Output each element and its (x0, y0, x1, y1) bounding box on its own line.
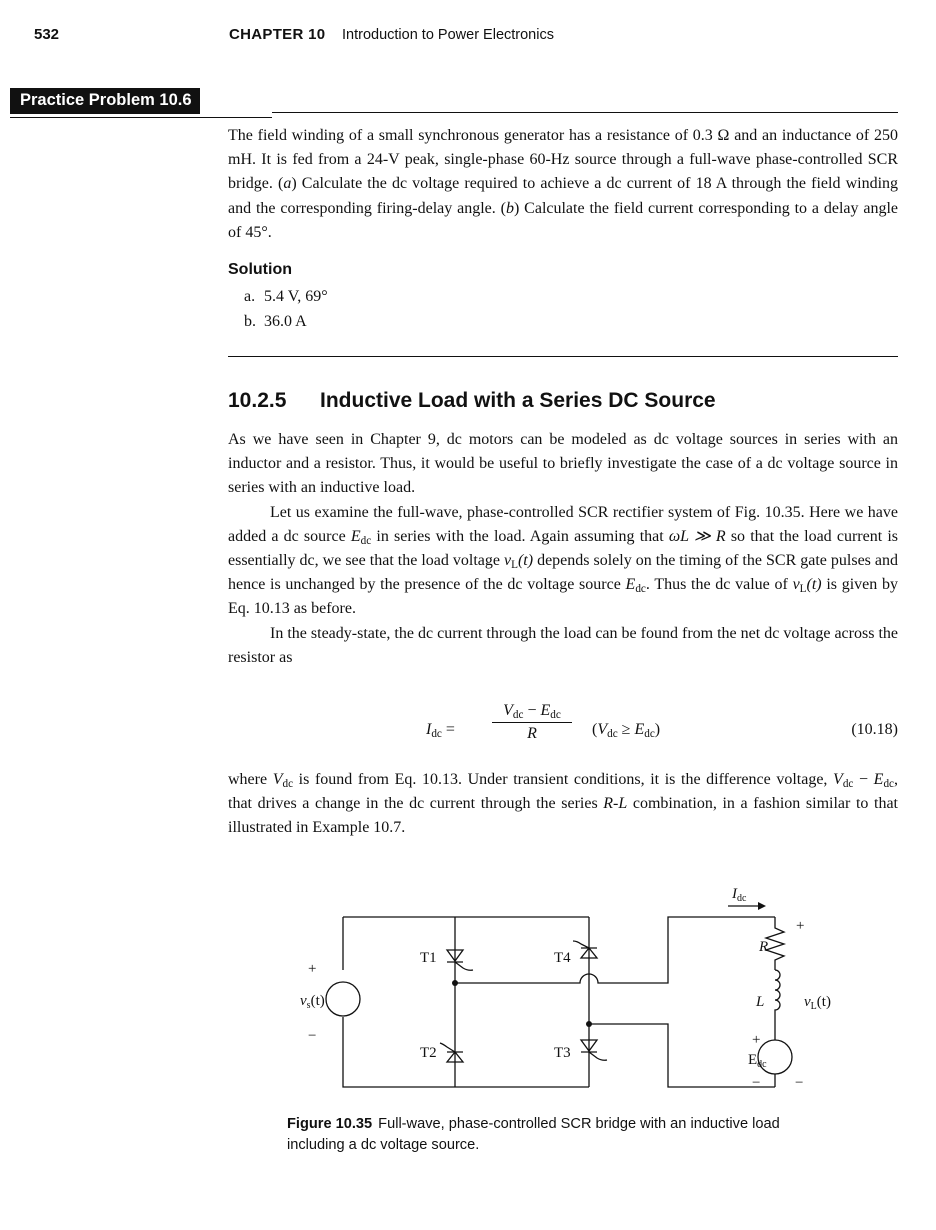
subscript: dc (635, 583, 646, 596)
symbol: V (833, 771, 843, 788)
text-run: is given by Eq. 10.13 as before. (228, 576, 899, 618)
section-heading (228, 389, 716, 413)
operator: ≥ (621, 721, 631, 738)
section-number: 10.2.5 (228, 389, 287, 412)
current-arrow-icon (758, 902, 766, 910)
text-run: is found from Eq. 10.13. Under transient conditions, it is the difference voltage, (293, 771, 834, 788)
label-idc: $I_{dc}$ (732, 886, 747, 904)
text-run: Let us examine the full-wave, phase-controlled SCR rectifier system of Fig. 10.35. Here we have added a dc source (228, 503, 898, 545)
paragraph (228, 768, 898, 841)
chapter-title: Introduction to Power Electronics (342, 27, 554, 43)
text-run: combination, in a fashion similar to that illustrated in Example 10.7. (228, 795, 898, 837)
subscript: dc (842, 778, 854, 790)
paragraph: In the steady-state, the dc current through the load can be found from the net dc voltage across the resistor as (228, 624, 898, 666)
subscript: dc (360, 534, 372, 547)
subscript: L (511, 559, 518, 572)
wire-source (343, 917, 589, 1087)
symbol: V (597, 721, 608, 738)
symbol: E (540, 702, 551, 719)
scr-t2 (440, 1043, 463, 1062)
subscript: dc (512, 709, 524, 721)
symbol: v (792, 576, 800, 594)
equation-condition: $(V_{dc} \ge E_{dc})$ (592, 721, 661, 740)
fraction-numerator (492, 702, 572, 723)
equation-10-18 (228, 702, 898, 754)
scr-t1 (447, 950, 473, 970)
problem-text-part: ) Calculate the field current corresponding to a delay angle of 45°. (228, 199, 898, 241)
label-r: R (759, 939, 769, 955)
symbol: (t) (806, 576, 822, 594)
text-run: . Thus the dc value of (645, 576, 793, 594)
subscript: dc (431, 728, 442, 740)
symbol: V (503, 702, 513, 719)
section-body-continued (228, 768, 898, 841)
paragraph (228, 501, 898, 622)
chapter-label: CHAPTER 10 (229, 26, 326, 43)
solution-item (244, 313, 307, 331)
label-t1: T1 (420, 950, 437, 966)
practice-problem-banner: Practice Problem 10.6 (10, 88, 200, 114)
text-run: , that drives a change in the dc current through the series (228, 771, 898, 813)
edc-plus-sign: + (752, 1032, 761, 1048)
junction-dot (586, 1021, 592, 1027)
section-title: Inductive Load with a Series DC Source (320, 389, 716, 412)
scr-bridge-circuit-diagram (290, 870, 850, 1100)
junction-dot (452, 980, 458, 986)
section-body (228, 428, 898, 670)
label-t4: T4 (554, 950, 571, 966)
scr-t3 (581, 1040, 607, 1060)
label-l: L (756, 994, 765, 1010)
solution-label: b. (244, 313, 256, 330)
edc-minus-sign: − (752, 1075, 761, 1091)
label-vs: $v_s(t)$ (300, 993, 325, 1011)
symbol: R-L (603, 795, 628, 813)
symbol: (t) (517, 552, 534, 570)
text-run: in series with the load. Again assuming that (371, 527, 669, 545)
symbol: E (634, 721, 645, 738)
banner-rule (10, 117, 272, 118)
subscript: L (799, 583, 807, 596)
label-t2: T2 (420, 1045, 437, 1061)
symbol: E (873, 771, 884, 788)
subscript: dc (607, 728, 618, 740)
subscript: dc (550, 709, 561, 721)
scr-t4 (573, 941, 597, 958)
part-a-label: a (283, 175, 292, 193)
text-run: where (228, 771, 273, 788)
caption-label: Figure 10.35 (287, 1116, 373, 1132)
solution-item (244, 288, 328, 306)
solution-value: 36.0 A (264, 313, 307, 330)
equation-lhs: $I_{dc}$ = (426, 721, 455, 740)
page-number: 532 (34, 26, 60, 43)
vl-minus-sign: − (795, 1075, 804, 1091)
solution-heading: Solution (228, 261, 292, 278)
solution-value: 5.4 V, 69° (264, 288, 328, 305)
label-edc: $E_{dc}$ (748, 1052, 767, 1070)
symbol: I (426, 721, 432, 738)
subscript: dc (282, 778, 294, 790)
symbol: ωL ≫ R (668, 527, 726, 545)
problem-text-part: The field winding of a small synchronous generator has a resistance of 0.3 Ω and an inductance of 250 mH. It is fed from a 24-V peak, single-phase 60-Hz source through a full-wave phase-controlled SCR bridge. ( (228, 127, 898, 193)
caption-text: Full-wave, phase-controlled SCR bridge with an inductive load including a dc voltage source. (287, 1116, 780, 1153)
problem-text-part: ) Calculate the dc voltage required to achieve a dc current of 18 A through the field winding and the corresponding firing-delay angle. ( (228, 175, 899, 217)
vs-minus-sign: − (308, 1028, 317, 1044)
text-run: depends solely on the timing of the SCR gate pulses and hence is unchanged by the presence of the dc voltage source (228, 552, 899, 594)
part-b-label: b (505, 199, 514, 217)
vl-plus-sign: + (796, 918, 805, 934)
problem-text (228, 124, 898, 245)
symbol: E (625, 576, 636, 594)
label-vl: $v_L(t)$ (804, 994, 831, 1012)
figure-caption (287, 1114, 807, 1156)
symbol: V (272, 771, 283, 788)
symbol: R (527, 725, 537, 742)
problem-bottom-rule (228, 356, 898, 357)
ac-source-symbol (326, 982, 360, 1016)
label-t3: T3 (554, 1045, 571, 1061)
vs-plus-sign: + (308, 961, 317, 977)
fraction-denominator (492, 723, 572, 743)
paragraph: As we have seen in Chapter 9, dc motors can be modeled as dc voltage sources in series with an inductor and a resistor. Thus, it would be useful to briefly investigate the case of a dc voltage source in series with an inductive load. (228, 431, 898, 497)
symbol: v (504, 552, 512, 570)
text-run: so that the load current is essentially dc, we see that the load voltage (228, 527, 898, 570)
equation-fraction (492, 702, 572, 743)
subscript: dc (644, 728, 655, 740)
symbol: E (350, 527, 361, 545)
subscript: dc (883, 778, 894, 790)
resistor-symbol (766, 917, 784, 970)
solution-label: a. (244, 288, 256, 305)
operator: − (523, 702, 541, 719)
wire-output-positive (455, 917, 775, 983)
operator: − (853, 771, 874, 788)
equation-number: (10.18) (851, 721, 898, 738)
inductor-symbol (775, 970, 780, 1040)
problem-top-rule (272, 112, 898, 113)
